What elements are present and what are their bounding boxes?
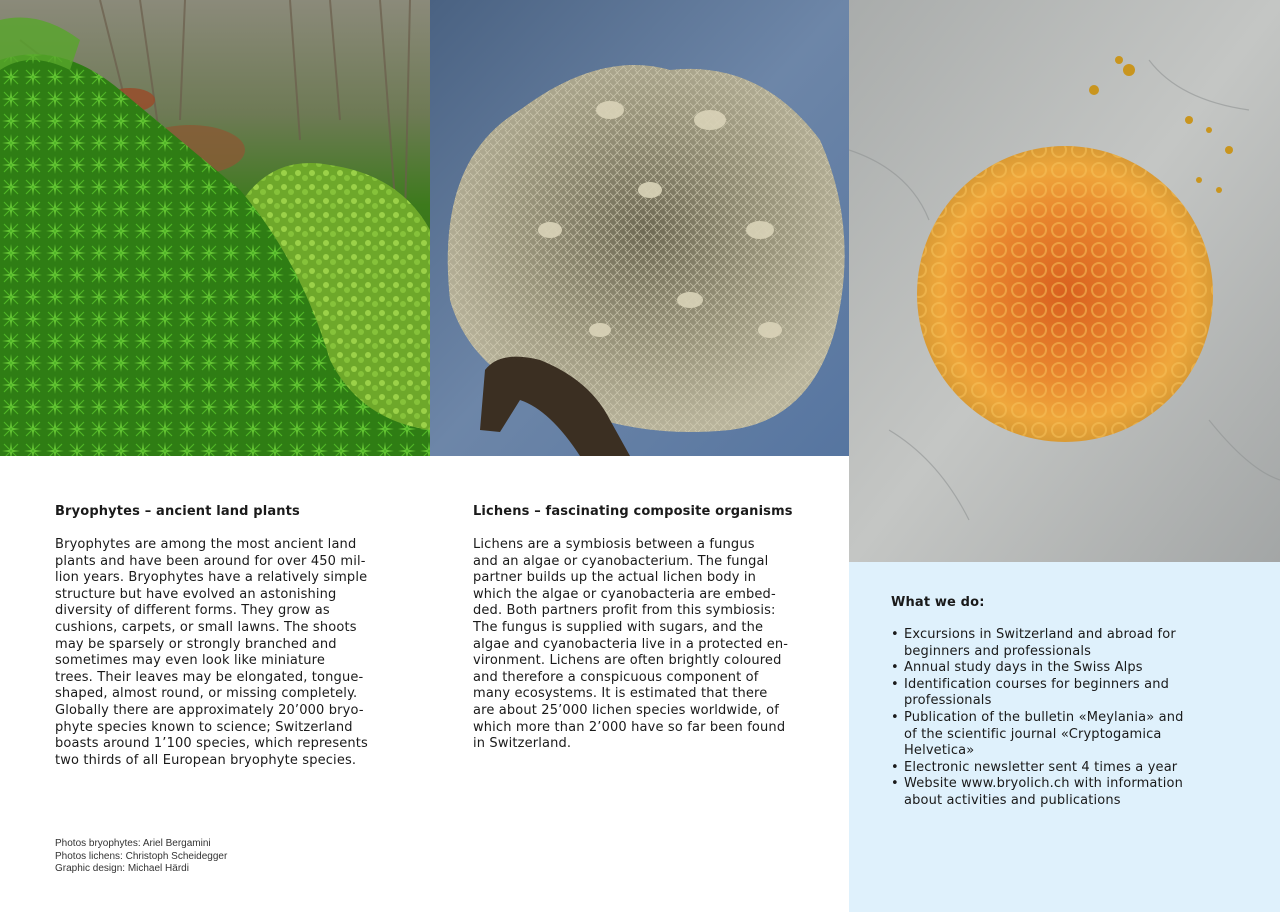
list-item xyxy=(891,760,1251,777)
list-item-text: of the scientific journal «Cryptogamica xyxy=(904,726,1162,742)
bryophytes-body xyxy=(55,537,395,769)
bullet-icon: • xyxy=(891,709,899,725)
bryophytes-line: cushions, carpets, or small lawns. The shoots xyxy=(55,619,357,635)
bryophytes-line: structure but have evolved an astonishing xyxy=(55,586,337,602)
photo-moss-cushion xyxy=(0,0,430,456)
lichens-line: which more than 2’000 have so far been found xyxy=(473,719,786,735)
lichens-line: are about 25’000 lichen species worldwide, of xyxy=(473,702,779,718)
list-item-text: Website www.bryolich.ch with information xyxy=(904,776,1184,792)
bryophytes-section xyxy=(55,504,395,769)
list-item xyxy=(891,677,1251,710)
bryophytes-line: phyte species known to science; Switzerland xyxy=(55,719,353,735)
bryophytes-heading: Bryophytes – ancient land plants xyxy=(55,504,300,519)
bryophytes-line: Globally there are approximately 20’000 bryo- xyxy=(55,702,364,718)
list-item-text: Annual study days in the Swiss Alps xyxy=(904,660,1143,676)
credit-line: Photos bryophytes: Ariel Bergamini xyxy=(55,838,211,849)
bullet-icon: • xyxy=(891,776,899,792)
list-item xyxy=(891,660,1251,677)
what-we-do-heading: What we do: xyxy=(891,595,985,610)
list-item-text: Identification courses for beginners and xyxy=(904,676,1170,692)
bryophytes-line: plants and have been around for over 450 mil- xyxy=(55,553,366,569)
bryophytes-line: trees. Their leaves may be elongated, tongue- xyxy=(55,669,364,685)
bullet-icon: • xyxy=(891,627,899,642)
list-item-text: Publication of the bulletin «Meylania» and xyxy=(904,709,1184,725)
what-we-do-list xyxy=(891,627,1251,810)
photo-orange-crustose-lichen xyxy=(849,0,1280,562)
lichens-line: many ecosystems. It is estimated that there xyxy=(473,686,768,702)
list-item xyxy=(891,710,1251,760)
lichens-line: ded. Both partners profit from this symbiosis: xyxy=(473,603,776,619)
list-item xyxy=(891,776,1251,809)
bryophytes-line: boasts around 1’100 species, which represents xyxy=(55,736,368,752)
bullet-icon: • xyxy=(891,660,899,676)
bullet-icon: • xyxy=(891,759,899,775)
list-item-text: professionals xyxy=(904,693,992,709)
lichens-line: in Switzerland. xyxy=(473,736,572,752)
bullet-icon: • xyxy=(891,676,899,692)
list-item xyxy=(891,627,1251,660)
credit-line: Photos lichens: Christoph Scheidegger xyxy=(55,850,228,862)
bryophytes-line: Bryophytes are among the most ancient land xyxy=(55,537,357,552)
lichens-line: algae and cyanobacteria live in a protected en- xyxy=(473,636,789,652)
list-item-text: Helvetica» xyxy=(904,743,975,759)
lichens-section xyxy=(473,504,813,753)
lichens-heading: Lichens – fascinating composite organisms xyxy=(473,504,793,519)
lichens-line: Lichens are a symbiosis between a fungus xyxy=(473,537,755,552)
bryophytes-line: two thirds of all European bryophyte species. xyxy=(55,752,357,768)
lichens-line: The fungus is supplied with sugars, and the xyxy=(473,619,764,635)
lichens-line: which the algae or cyanobacteria are embed- xyxy=(473,586,776,602)
bryophytes-line: lion years. Bryophytes have a relatively simple xyxy=(55,570,368,586)
list-item-text: about activities and publications xyxy=(904,792,1121,808)
lichens-line: vironment. Lichens are often brightly coloured xyxy=(473,653,782,669)
list-item-text: Excursions in Switzerland and abroad for xyxy=(904,627,1176,642)
lichens-body xyxy=(473,537,813,753)
bryophytes-line: may be sparsely or strongly branched and xyxy=(55,636,337,652)
credit-line: Graphic design: Michael Härdi xyxy=(55,863,189,874)
bryophytes-line: sometimes may even look like miniature xyxy=(55,653,325,669)
photo-credits xyxy=(55,838,227,876)
list-item-text: Electronic newsletter sent 4 times a year xyxy=(904,759,1178,775)
what-we-do-section xyxy=(891,595,1251,810)
photo-beard-lichen xyxy=(430,0,849,456)
lichens-line: and therefore a conspicuous component of xyxy=(473,669,759,685)
lichens-line: partner builds up the actual lichen body in xyxy=(473,570,757,586)
bryophytes-line: diversity of different forms. They grow as xyxy=(55,603,330,619)
lichens-line: and an algae or cyanobacterium. The fungal xyxy=(473,553,769,569)
bryophytes-line: shaped, almost round, or missing completely. xyxy=(55,686,358,702)
list-item-text: beginners and professionals xyxy=(904,643,1092,659)
